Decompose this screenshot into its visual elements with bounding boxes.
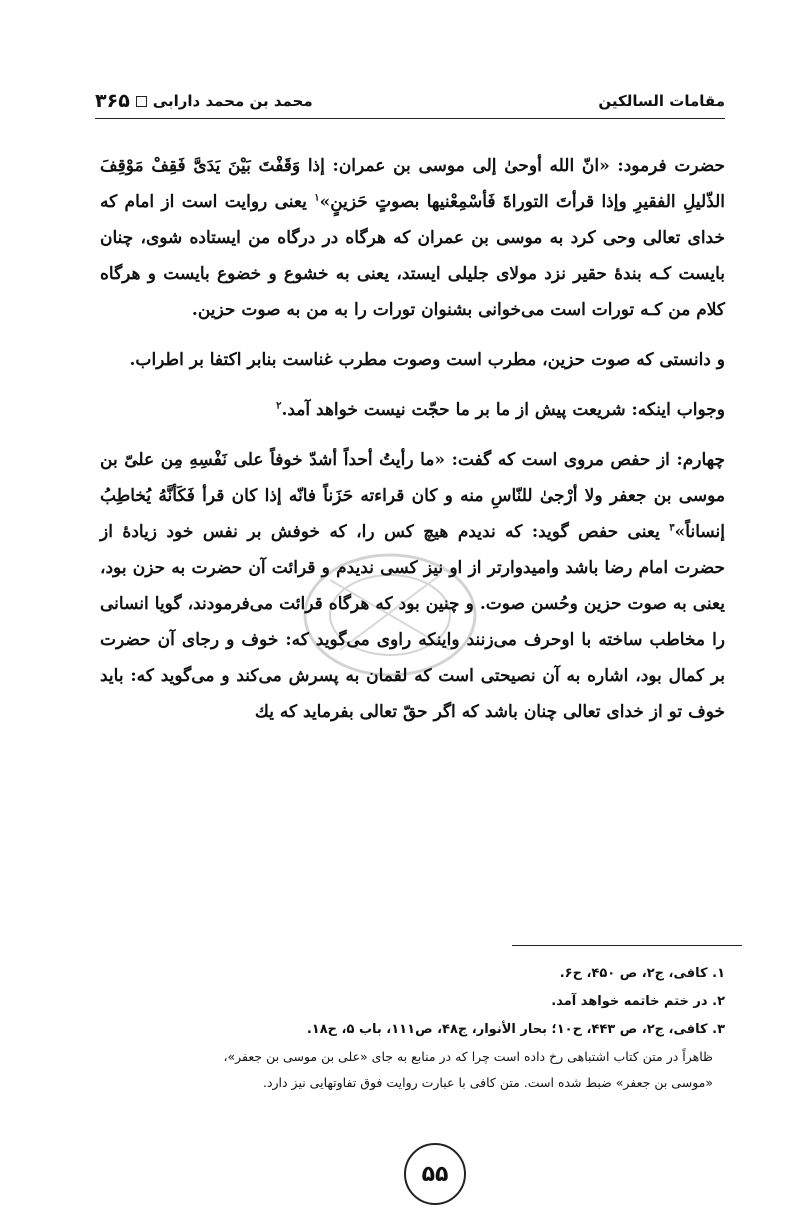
footnote-divider — [512, 945, 742, 946]
paragraph-4-text: یعنی حفص گوید: که ندیدم هیچ کس را، که خوفش بر نفس خود زیادهٔ از حضرت امام رضا باشد وامیدوارتر از او نیز کسی ندیدم و قرائت آن حضرت به حزن بود، یعنی به صوت حزین وحُسن صوت. و چنین بود که هرگاه قرائت می‌فرمودند، گویا انسانی را مخاطب ساخته با اوحرف می‌زنند واینکه راوی می‌گوید که: خوف و رجای آن حضرت بر کمال بود، اشاره به آن نصیحتی است که لقمان به پسرش می‌کند و می‌گوید که: باید خوف تو از خدای تعالی چنان باشد که اگر حقّ تعالی بفرماید که یك — [100, 522, 725, 722]
footnote-ref-1: ۱ — [314, 192, 320, 204]
paragraph-4 — [100, 442, 725, 730]
page-number: ۵۵ — [421, 1161, 449, 1187]
book-title: مقامات السالکین — [598, 92, 725, 110]
footnote-1: ۱. کافی، ج۲، ص ۴۵۰، ح۶. — [559, 966, 725, 981]
footnote-3-continued-2: «موسی بن جعفر» ضبط شده است. متن کافی با عبارت روایت فوق تفاوتهایی نیز دارد. — [262, 1075, 713, 1090]
footnote-3: ۳. کافی، ج۲، ص ۴۴۳، ح۱۰؛ بحار الأنوار، ج۴۸، ص۱۱۱، باب ۵، ح۱۸. — [306, 1022, 725, 1037]
paragraph-3 — [100, 392, 725, 428]
footnotes — [100, 960, 725, 1096]
footnote-3-continued-1: ظاهراً در متن کتاب اشتباهی رخ داده است چرا که در منابع به جای «علی بن موسی بن جعفر»، — [223, 1049, 713, 1064]
paragraph-1 — [100, 148, 725, 328]
page-number-circle — [404, 1143, 466, 1205]
footnote-ref-3: ۳ — [669, 522, 675, 534]
author-name: محمد بن محمد دارابی — [152, 92, 313, 110]
arabic-quote-2: چهارم: از حفص مروی است که گفت: «ما رأیتُ أحداً أشدّ خوفاً علی نَفْسِهِ مِن علیّ بن موسی بن جعفر ولا أرْجیٰ للنّاسِ منه و کان قراءته حَزَناً فانّه إذا کان قرأ فَکَأنَّهُ یُخاطِبُ إنساناً» — [100, 450, 725, 542]
paragraph-3-text: وجواب اینکه: شریعت پیش از ما بر ما حجّت نیست خواهد آمد. — [281, 400, 725, 420]
paragraph-2: و دانستی که صوت حزین، مطرب است وصوت مطرب غناست بنابر اکتفا بر اطراب. — [129, 350, 725, 370]
main-text — [100, 148, 725, 744]
paragraph-1-text: یعنی روایت است از امام که خدای تعالی وحی کرد به موسی بن عمران که هرگاه در درگاه من ایستاده شوی، چنان بایست کـه بندهٔ حقیر نزد مولای جلیلی ایستد، یعنی به خشوع و خضوع بایست و هرگاه کلام من کـه تورات است می‌خوانی بشنوان تورات را به من به صوت حزین. — [100, 192, 725, 320]
footnote-2: ۲. در ختم خاتمه خواهد آمد. — [551, 994, 725, 1009]
header-page-number: ۳۶۵ — [95, 90, 130, 112]
footnote-ref-2: ۲ — [276, 400, 282, 412]
separator-square-icon — [136, 96, 147, 107]
arabic-quote-1: حضرت فرمود: «انّ الله أوحیٰ إلی موسی بن عمران: إذا وَقَفْتَ بَیْنَ یَدَیَّ فَقِفْ مَوْقِفَ الذّلیلِ الفقیرِ وإذا قرأتَ التوراةَ فَأسْمِعْنیها بصوتٍ حَزینٍ» — [100, 156, 725, 212]
running-header — [95, 88, 725, 119]
header-author-page — [95, 90, 313, 112]
